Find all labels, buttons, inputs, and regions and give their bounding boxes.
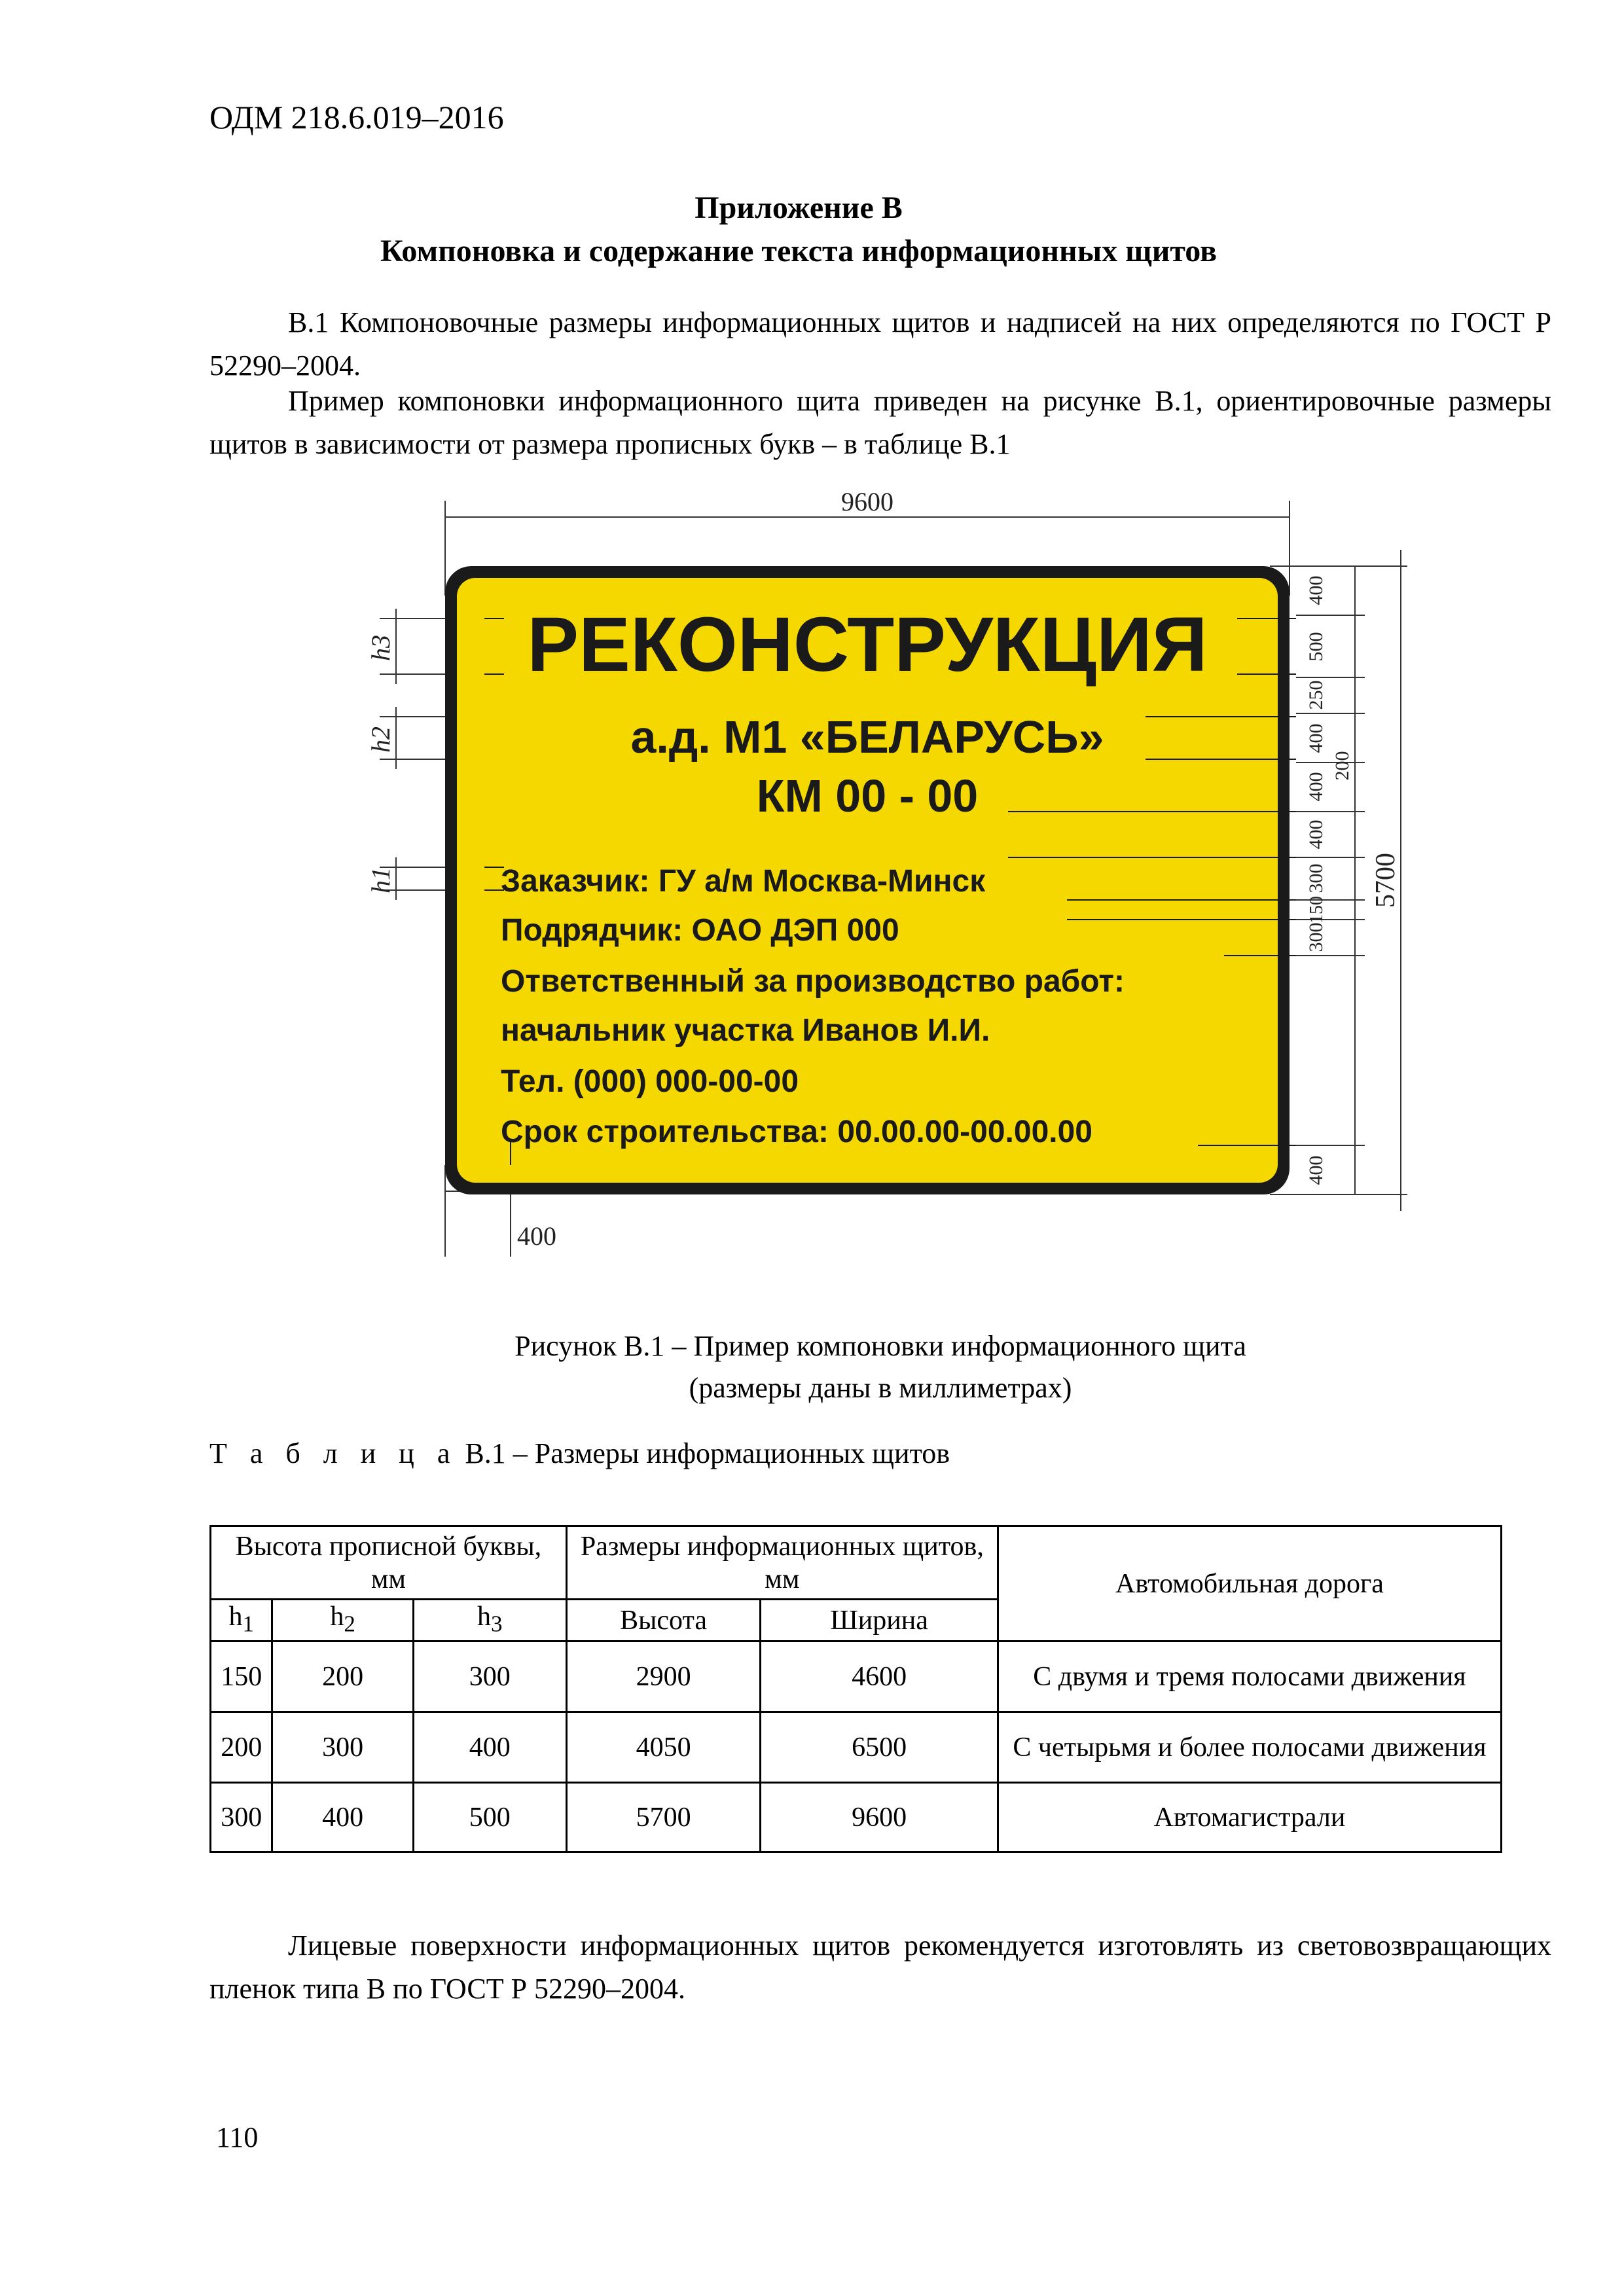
dim-stack-5: 400 bbox=[1305, 772, 1327, 802]
sign-line-4: Заказчик: ГУ а/м Москва-Минск bbox=[501, 864, 986, 899]
dim-h3: h3 bbox=[366, 635, 395, 661]
dim-stack-8: 150 bbox=[1307, 896, 1327, 924]
page-number: 110 bbox=[216, 2121, 259, 2153]
cell-height: 5700 bbox=[566, 1783, 761, 1852]
cell-road: С четырьмя и более полосами движения bbox=[998, 1712, 1501, 1783]
dim-left-margin: 400 bbox=[517, 1221, 556, 1251]
cell-road: Автомагистрали bbox=[998, 1783, 1501, 1852]
cell-h1: 150 bbox=[211, 1641, 272, 1712]
sign-line-1: РЕКОНСТРУКЦИЯ bbox=[527, 601, 1208, 688]
sign-line-6: Ответственный за производство работ: bbox=[501, 964, 1125, 999]
paragraph-1: В.1 Компоновочные размеры информационных щитов и надписей на них определяются по ГОСТ Р 52290–2004. bbox=[209, 306, 1551, 382]
dim-stack-9: 300 bbox=[1305, 922, 1327, 952]
header-road: Автомобильная дорога bbox=[998, 1526, 1501, 1641]
appendix-title: Приложение В bbox=[695, 190, 903, 225]
table-row bbox=[211, 1783, 1502, 1852]
subheader-h2: $h_2$ bbox=[272, 1600, 413, 1641]
cell-road: С двумя и тремя полосами движения bbox=[998, 1641, 1501, 1712]
cell-h3: 300 bbox=[413, 1641, 566, 1712]
cell-h2: 200 bbox=[272, 1641, 413, 1712]
dim-stack-3: 250 bbox=[1305, 680, 1327, 710]
document-code: ОДМ 218.6.019–2016 bbox=[209, 99, 504, 135]
cell-height: 4050 bbox=[566, 1712, 761, 1783]
cell-height: 2900 bbox=[566, 1641, 761, 1712]
dim-stack-10: 400 bbox=[1305, 1155, 1327, 1185]
dimensions-table bbox=[209, 1525, 1502, 1853]
dim-outer-200: 200 bbox=[1331, 751, 1353, 781]
sign-figure bbox=[353, 484, 1466, 1270]
sign-line-9: Срок строительства: 00.00.00-00.00.00 bbox=[501, 1115, 1092, 1149]
dim-stack-1: 400 bbox=[1305, 575, 1327, 605]
cell-width: 6500 bbox=[761, 1712, 998, 1783]
cell-h2: 300 bbox=[272, 1712, 413, 1783]
sign-line-8: Тел. (000) 000-00-00 bbox=[501, 1064, 799, 1099]
cell-h1: 200 bbox=[211, 1712, 272, 1783]
header-letter-height: Высота прописной буквы, мм bbox=[211, 1526, 567, 1600]
table-caption bbox=[209, 1437, 950, 1470]
table-caption-label: Т а б л и ц а bbox=[209, 1437, 458, 1469]
dim-h1: h1 bbox=[366, 867, 395, 893]
table-caption-text: В.1 – Размеры информационных щитов bbox=[458, 1437, 950, 1469]
figure-caption-line-2: (размеры даны в миллиметрах) bbox=[689, 1372, 1072, 1404]
figure-caption-line-1: Рисунок В.1 – Пример компоновки информационного щита bbox=[514, 1330, 1246, 1362]
dim-height: 5700 bbox=[1371, 853, 1401, 908]
cell-h2: 400 bbox=[272, 1783, 413, 1852]
subheader-height: Высота bbox=[566, 1600, 761, 1641]
cell-h3: 400 bbox=[413, 1712, 566, 1783]
paragraph-3: Лицевые поверхности информационных щитов рекомендуется изготовлять из световозвращающих пленок типа В по ГОСТ Р 52290–2004. bbox=[209, 1929, 1551, 2005]
sign-line-3: КМ 00 - 00 bbox=[756, 770, 979, 821]
subheader-width: Ширина bbox=[761, 1600, 998, 1641]
dim-stack-4: 400 bbox=[1305, 723, 1327, 753]
dim-h2: h2 bbox=[366, 726, 395, 753]
dim-width: 9600 bbox=[841, 487, 893, 516]
header-shield-size: Размеры информационных щитов, мм bbox=[566, 1526, 998, 1600]
sign-line-5: Подрядчик: ОАО ДЭП 000 bbox=[501, 913, 899, 948]
dim-stack-2: 500 bbox=[1305, 632, 1327, 662]
cell-width: 9600 bbox=[761, 1783, 998, 1852]
cell-h3: 500 bbox=[413, 1783, 566, 1852]
cell-width: 4600 bbox=[761, 1641, 998, 1712]
dim-stack-7: 300 bbox=[1305, 863, 1327, 893]
sign-line-2: а.д. М1 «БЕЛАРУСЬ» bbox=[630, 711, 1104, 762]
paragraph-2: Пример компоновки информационного щита приведен на рисунке В.1, ориентировочные размеры щитов в зависимости от размера прописных букв – в таблице В.1 bbox=[209, 385, 1551, 460]
subheader-h1: $h_1$ bbox=[211, 1600, 272, 1641]
appendix-subtitle: Компоновка и содержание текста информационных щитов bbox=[380, 234, 1218, 268]
table-row bbox=[211, 1641, 1502, 1712]
sign-line-7: начальник участка Иванов И.И. bbox=[501, 1013, 990, 1048]
table-row bbox=[211, 1712, 1502, 1783]
cell-h1: 300 bbox=[211, 1783, 272, 1852]
dim-stack-6: 400 bbox=[1305, 819, 1327, 850]
table-header-row bbox=[211, 1526, 1502, 1600]
subheader-h3: $h_3$ bbox=[413, 1600, 566, 1641]
